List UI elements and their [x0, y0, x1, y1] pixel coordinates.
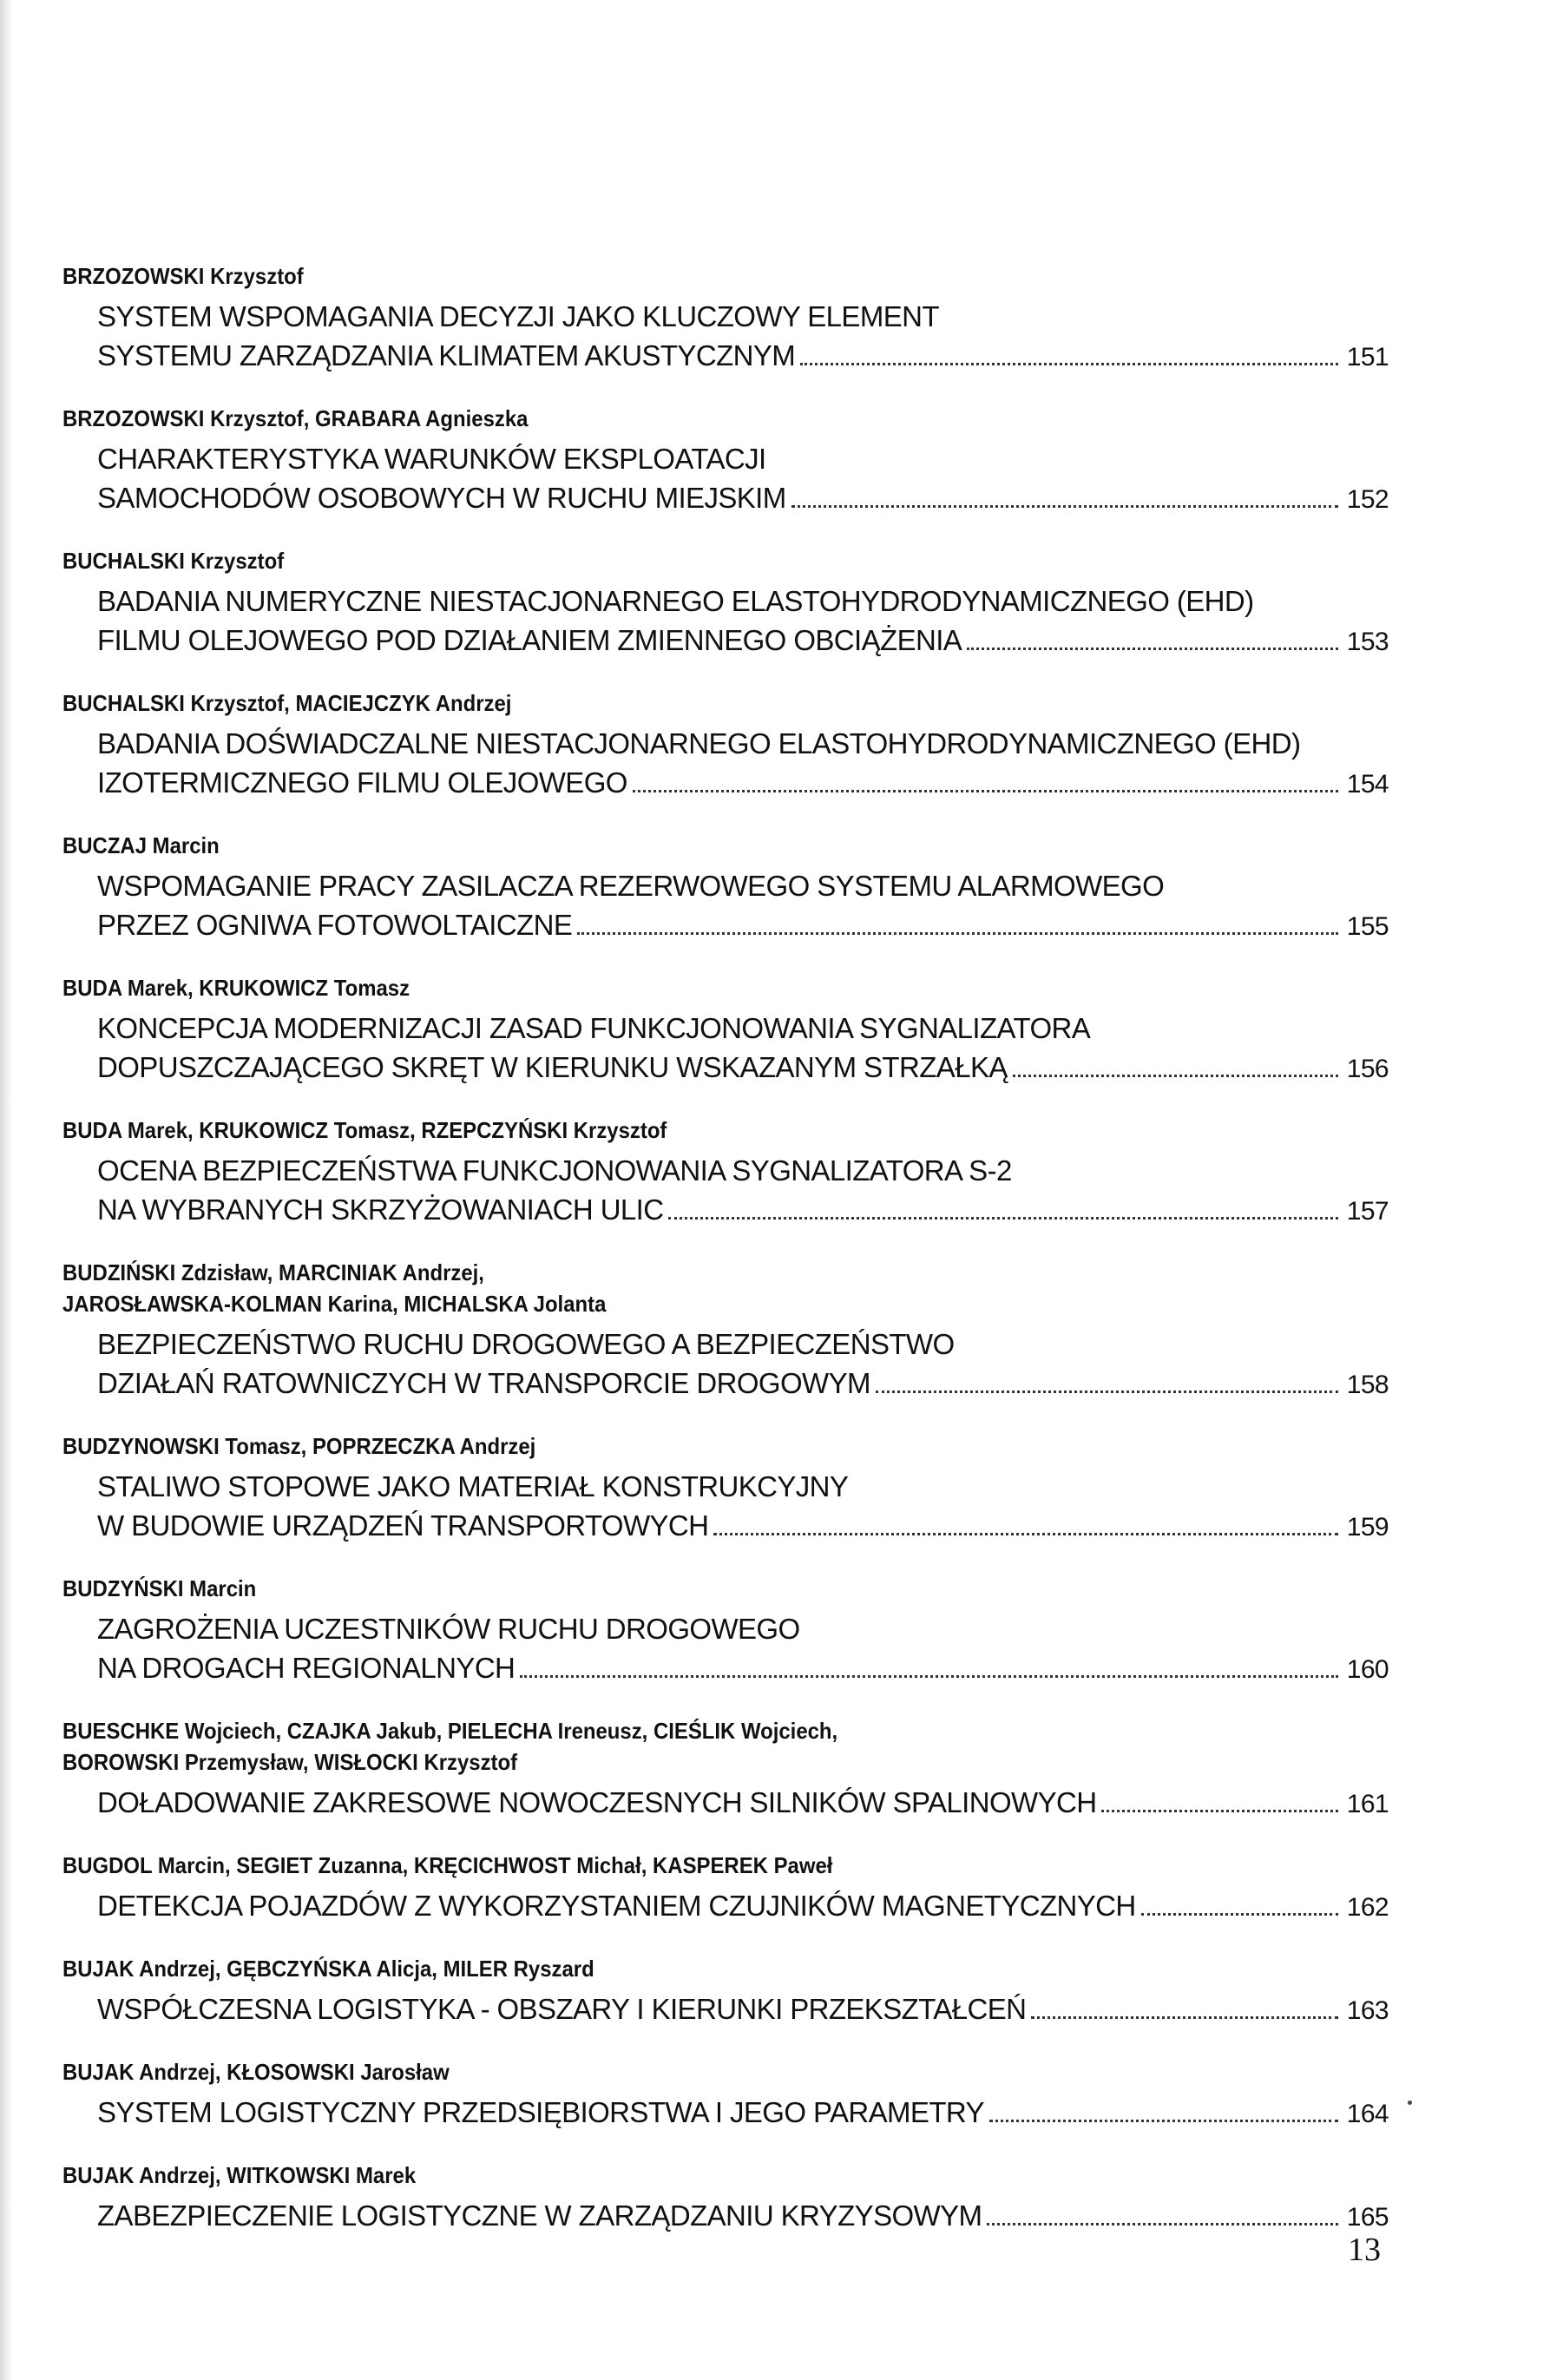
entry-title: [97, 1151, 1389, 1231]
page-number: 165: [1346, 2203, 1389, 2232]
page-number: 151: [1346, 343, 1389, 371]
dot-leader: [1101, 1810, 1338, 1812]
table-of-contents: [62, 260, 1389, 2263]
page-number: 156: [1346, 1055, 1389, 1083]
title-line: BADANIA DOŚWIADCZALNE NIESTACJONARNEGO ELASTOHYDRODYNAMICZNEGO (EHD): [97, 727, 1301, 759]
toc-entry: [62, 545, 1389, 661]
entry-title: [97, 582, 1389, 661]
page-number: 162: [1346, 1893, 1389, 1922]
author-line: BUDA Marek, KRUKOWICZ Tomasz: [62, 975, 410, 1001]
page-number: 161: [1346, 1790, 1389, 1818]
title-line: ZAGROŻENIA UCZESTNIKÓW RUCHU DROGOWEGO: [97, 1613, 800, 1645]
title-last-line: W BUDOWIE URZĄDZEŃ TRANSPORTOWYCH 159: [97, 1506, 1389, 1547]
author-line: BUESCHKE Wojciech, CZAJKA Jakub, PIELECHA Ireneusz, CIEŚLIK Wojciech,: [62, 1718, 838, 1744]
entry-title: [97, 866, 1389, 946]
dot-leader: [987, 2223, 1338, 2225]
title-line: KONCEPCJA MODERNIZACJI ZASAD FUNKCJONOWANIA SYGNALIZATORA: [97, 1012, 1091, 1044]
page-number: 153: [1346, 628, 1389, 656]
author-line: BUDA Marek, KRUKOWICZ Tomasz, RZEPCZYŃSKI Krzysztof: [62, 1117, 667, 1143]
title-line: WSPOMAGANIE PRACY ZASILACZA REZERWOWEGO SYSTEMU ALARMOWEGO: [97, 870, 1165, 902]
title-last-line: DOŁADOWANIE ZAKRESOWE NOWOCZESNYCH SILNIKÓW SPALINOWYCH 161: [97, 1783, 1389, 1824]
title-last-line: ZABEZPIECZENIE LOGISTYCZNE W ZARZĄDZANIU KRYZYSOWYM 165: [97, 2196, 1389, 2237]
entry-authors: [62, 403, 1283, 434]
toc-entry: [62, 2056, 1389, 2133]
author-line: BUJAK Andrzej, GĘBCZYŃSKA Alicja, MILER Ryszard: [62, 1956, 594, 1982]
title-line: BEZPIECZEŃSTWO RUCHU DROGOWEGO A BEZPIECZEŃSTWO: [97, 1328, 955, 1360]
title-last-line: FILMU OLEJOWEGO POD DZIAŁANIEM ZMIENNEGO OBCIĄŻENIA 153: [97, 621, 1389, 661]
entry-authors: [62, 545, 1283, 576]
page-number: 160: [1346, 1655, 1389, 1684]
dot-leader: [1013, 1075, 1338, 1077]
toc-entry: [62, 1257, 1389, 1404]
entry-title: [97, 2093, 1389, 2133]
toc-entry: [62, 260, 1389, 377]
entry-authors: [62, 1430, 1283, 1462]
title-last-line: DETEKCJA POJAZDÓW Z WYKORZYSTANIEM CZUJNIKÓW MAGNETYCZNYCH 162: [97, 1886, 1389, 1927]
page-edge-shadow: [0, 0, 12, 2380]
title-last-line: DZIAŁAŃ RATOWNICZYCH W TRANSPORCIE DROGOWYM 158: [97, 1364, 1389, 1404]
entry-authors: [62, 1953, 1283, 1984]
author-line: BUDZYNOWSKI Tomasz, POPRZECZKA Andrzej: [62, 1433, 536, 1459]
toc-entry: [62, 403, 1389, 519]
dot-leader: [967, 648, 1338, 650]
page-number: 159: [1346, 1513, 1389, 1542]
page-number: 163: [1346, 1996, 1389, 2025]
author-line: BUCHALSKI Krzysztof, MACIEJCZYK Andrzej: [62, 690, 512, 716]
toc-entry: [62, 1850, 1389, 1927]
entry-title: [97, 2196, 1389, 2237]
title-last-line: SAMOCHODÓW OSOBOWYCH W RUCHU MIEJSKIM 152: [97, 478, 1389, 519]
title-last-line: SYSTEM LOGISTYCZNY PRZEDSIĘBIORSTWA I JEGO PARAMETRY 164: [97, 2093, 1389, 2133]
folio-page-number: 13: [1348, 2232, 1381, 2268]
page-number: 154: [1346, 770, 1389, 799]
entry-authors: [62, 1850, 1283, 1881]
toc-entry: [62, 687, 1389, 804]
dot-leader: [633, 790, 1338, 792]
toc-entry: [62, 1114, 1389, 1231]
entry-authors: [62, 1715, 1283, 1778]
dot-leader: [1031, 2016, 1338, 2019]
title-last-line: DOPUSZCZAJĄCEGO SKRĘT W KIERUNKU WSKAZANYM STRZAŁKĄ 156: [97, 1048, 1389, 1088]
entry-title: [97, 1886, 1389, 1927]
title-line: CHARAKTERYSTYKA WARUNKÓW EKSPLOATACJI: [97, 443, 766, 475]
title-last-line: IZOTERMICZNEGO FILMU OLEJOWEGO 154: [97, 763, 1389, 804]
dot-leader: [800, 363, 1338, 365]
title-line: OCENA BEZPIECZEŃSTWA FUNKCJONOWANIA SYGNALIZATORA S-2: [97, 1154, 1012, 1187]
dot-leader: [876, 1391, 1338, 1393]
entry-title: [97, 724, 1389, 804]
entry-title: [97, 439, 1389, 519]
page-number: 157: [1346, 1197, 1389, 1226]
dot-leader: [577, 932, 1338, 935]
title-last-line: WSPÓŁCZESNA LOGISTYKA - OBSZARY I KIERUNKI PRZEKSZTAŁCEŃ 163: [97, 1989, 1389, 2030]
title-line: SYSTEM WSPOMAGANIA DECYZJI JAKO KLUCZOWY ELEMENT: [97, 300, 939, 332]
entry-authors: [62, 2056, 1283, 2087]
author-line: BUCZAJ Marcin: [62, 832, 220, 858]
entry-authors: [62, 260, 1283, 292]
dot-leader: [791, 505, 1338, 508]
author-line: BUGDOL Marcin, SEGIET Zuzanna, KRĘCICHWOST Michał, KASPEREK Paweł: [62, 1852, 833, 1878]
dot-leader: [520, 1675, 1338, 1678]
author-line: BRZOZOWSKI Krzysztof, GRABARA Agnieszka: [62, 405, 529, 431]
author-line: BUJAK Andrzej, WITKOWSKI Marek: [62, 2162, 417, 2188]
author-line: BUDZYŃSKI Marcin: [62, 1575, 257, 1601]
entry-title: [97, 1609, 1389, 1689]
author-line: BUJAK Andrzej, KŁOSOWSKI Jarosław: [62, 2059, 450, 2085]
dot-leader: [668, 1217, 1338, 1220]
entry-title: [97, 1325, 1389, 1404]
author-line: BOROWSKI Przemysław, WISŁOCKI Krzysztof: [62, 1749, 518, 1775]
title-line: STALIWO STOPOWE JAKO MATERIAŁ KONSTRUKCYJNY: [97, 1470, 849, 1502]
toc-entry: [62, 830, 1389, 946]
dot-leader: [989, 2120, 1338, 2122]
author-line: BUDZIŃSKI Zdzisław, MARCINIAK Andrzej,: [62, 1259, 484, 1285]
author-line: BRZOZOWSKI Krzysztof: [62, 263, 304, 289]
toc-entry: [62, 2160, 1389, 2237]
toc-entry: [62, 1430, 1389, 1547]
author-line: BUCHALSKI Krzysztof: [62, 548, 285, 574]
stray-dot-mark: [1408, 2101, 1412, 2105]
entry-authors: [62, 2160, 1283, 2191]
dot-leader: [713, 1533, 1338, 1535]
page-number: 158: [1346, 1371, 1389, 1399]
entry-authors: [62, 1257, 1283, 1319]
entry-title: [97, 1783, 1389, 1824]
title-last-line: NA WYBRANYCH SKRZYŻOWANIACH ULIC 157: [97, 1190, 1389, 1231]
entry-title: [97, 1009, 1389, 1088]
page-number: 164: [1346, 2100, 1389, 2128]
entry-title: [97, 1989, 1389, 2030]
entry-title: [97, 297, 1389, 377]
entry-authors: [62, 830, 1283, 861]
page-number: 152: [1346, 485, 1389, 514]
entry-authors: [62, 972, 1283, 1003]
toc-entry: [62, 1953, 1389, 2030]
title-line: BADANIA NUMERYCZNE NIESTACJONARNEGO ELASTOHYDRODYNAMICZNEGO (EHD): [97, 585, 1254, 617]
toc-entry: [62, 972, 1389, 1088]
page-number: 155: [1346, 912, 1389, 941]
toc-entry: [62, 1715, 1389, 1824]
entry-authors: [62, 1573, 1283, 1604]
title-last-line: SYSTEMU ZARZĄDZANIA KLIMATEM AKUSTYCZNYM 151: [97, 336, 1389, 377]
author-line: JAROSŁAWSKA-KOLMAN Karina, MICHALSKA Jolanta: [62, 1291, 607, 1317]
title-last-line: PRZEZ OGNIWA FOTOWOLTAICZNE 155: [97, 905, 1389, 946]
toc-entry: [62, 1573, 1389, 1689]
entry-title: [97, 1467, 1389, 1547]
entry-authors: [62, 1114, 1283, 1146]
entry-authors: [62, 687, 1283, 719]
title-last-line: NA DROGACH REGIONALNYCH 160: [97, 1648, 1389, 1689]
dot-leader: [1141, 1913, 1338, 1916]
